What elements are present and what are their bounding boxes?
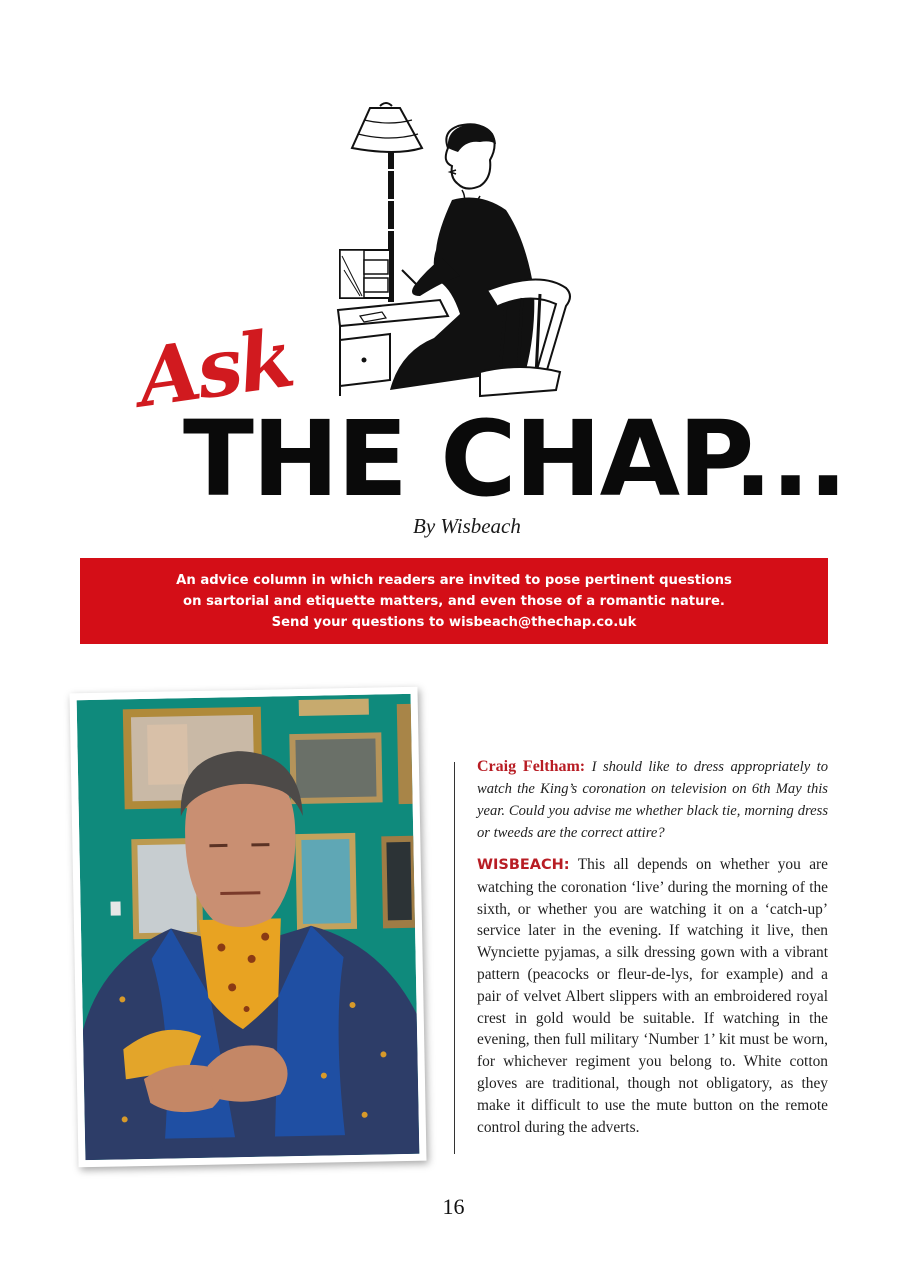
column-divider: [454, 762, 455, 1154]
questioner-name: Craig Feltham:: [477, 758, 586, 775]
chap-at-desk-illustration: [330, 100, 580, 400]
answer-text: This all depends on whether you are watching the coronation ‘live’ during the morning of the sixth, or whether you are watching it on a ‘catch-up’ service later in the evening. If watching it live, then Wynciette pyjamas, a silk dressing gown with a vibrant pattern (peacocks or fleur-de-lys, for example) and a pair of velvet Albert slippers with an embroidered royal crest in gold would be suitable. If watching in the evening, then full military ‘Number 1’ kit must be worn, for whichever regiment you belong to. White cotton gloves are traditional, though not obligatory, as they make it difficult to use the mute button on the remote control during the adverts.: [477, 856, 828, 1136]
question-text: I should like to dress appropriately to watch the King’s coronation on television on 6th May this year. Could you advise me whether black tie, morning dress or tweeds are the correct attire?: [477, 759, 828, 841]
reader-question: [477, 756, 828, 844]
byline: By Wisbeach: [413, 514, 521, 538]
intro-banner: [80, 558, 828, 644]
qa-column: [477, 756, 828, 1138]
columnist-answer: [477, 854, 828, 1138]
page-title: THE CHAP...: [183, 398, 846, 520]
banner-line-3: Send your questions to wisbeach@thechap.co.uk: [271, 614, 637, 630]
ask-script-heading: Ask: [132, 310, 298, 426]
author-photo: [69, 687, 426, 1168]
banner-line-1: An advice column in which readers are invited to pose pertinent questions: [176, 572, 732, 588]
banner-line-2: on sartorial and etiquette matters, and even those of a romantic nature.: [183, 593, 725, 609]
answerer-name: WISBEACH:: [477, 857, 570, 873]
page-number: 16: [442, 1194, 465, 1219]
